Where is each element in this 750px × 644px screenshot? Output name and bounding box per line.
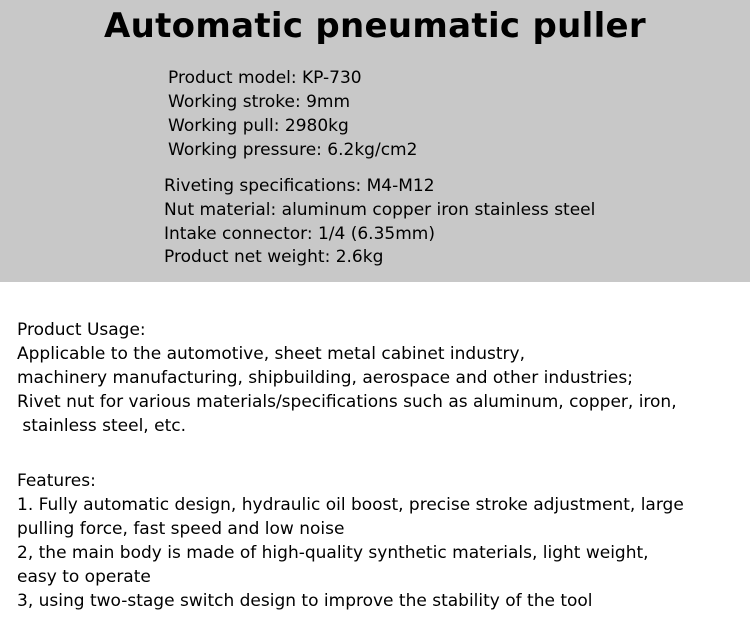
- feature-line: easy to operate: [17, 567, 151, 587]
- usage-line: Applicable to the automotive, sheet metal cabinet industry,: [17, 344, 525, 364]
- usage-line: machinery manufacturing, shipbuilding, aerospace and other industries;: [17, 368, 633, 388]
- spec-panel: [0, 0, 750, 282]
- spec-intake-connector: Intake connector: 1/4 (6.35mm): [164, 224, 435, 244]
- usage-section: [17, 318, 677, 438]
- spec-working-pressure: Working pressure: 6.2kg/cm2: [168, 140, 418, 160]
- usage-line: stainless steel, etc.: [17, 416, 186, 436]
- spec-net-weight: Product net weight: 2.6kg: [164, 247, 384, 267]
- feature-line: 3, using two-stage switch design to improve the stability of the tool: [17, 591, 593, 611]
- spec-working-pull: Working pull: 2980kg: [168, 116, 349, 136]
- features-section: [17, 469, 684, 613]
- usage-heading: Product Usage:: [17, 320, 146, 340]
- spec-riveting: Riveting specifications: M4-M12: [164, 176, 435, 196]
- feature-line: pulling force, fast speed and low noise: [17, 519, 345, 539]
- feature-line: 2, the main body is made of high-quality synthetic materials, light weight,: [17, 543, 649, 563]
- usage-line: Rivet nut for various materials/specifications such as aluminum, copper, iron,: [17, 392, 677, 412]
- feature-line: 1. Fully automatic design, hydraulic oil boost, precise stroke adjustment, large: [17, 495, 684, 515]
- features-heading: Features:: [17, 471, 96, 491]
- page-title: Automatic pneumatic puller: [104, 6, 646, 46]
- spec-nut-material: Nut material: aluminum copper iron stainless steel: [164, 200, 596, 220]
- spec-working-stroke: Working stroke: 9mm: [168, 92, 351, 112]
- spec-product-model: Product model: KP-730: [168, 68, 362, 88]
